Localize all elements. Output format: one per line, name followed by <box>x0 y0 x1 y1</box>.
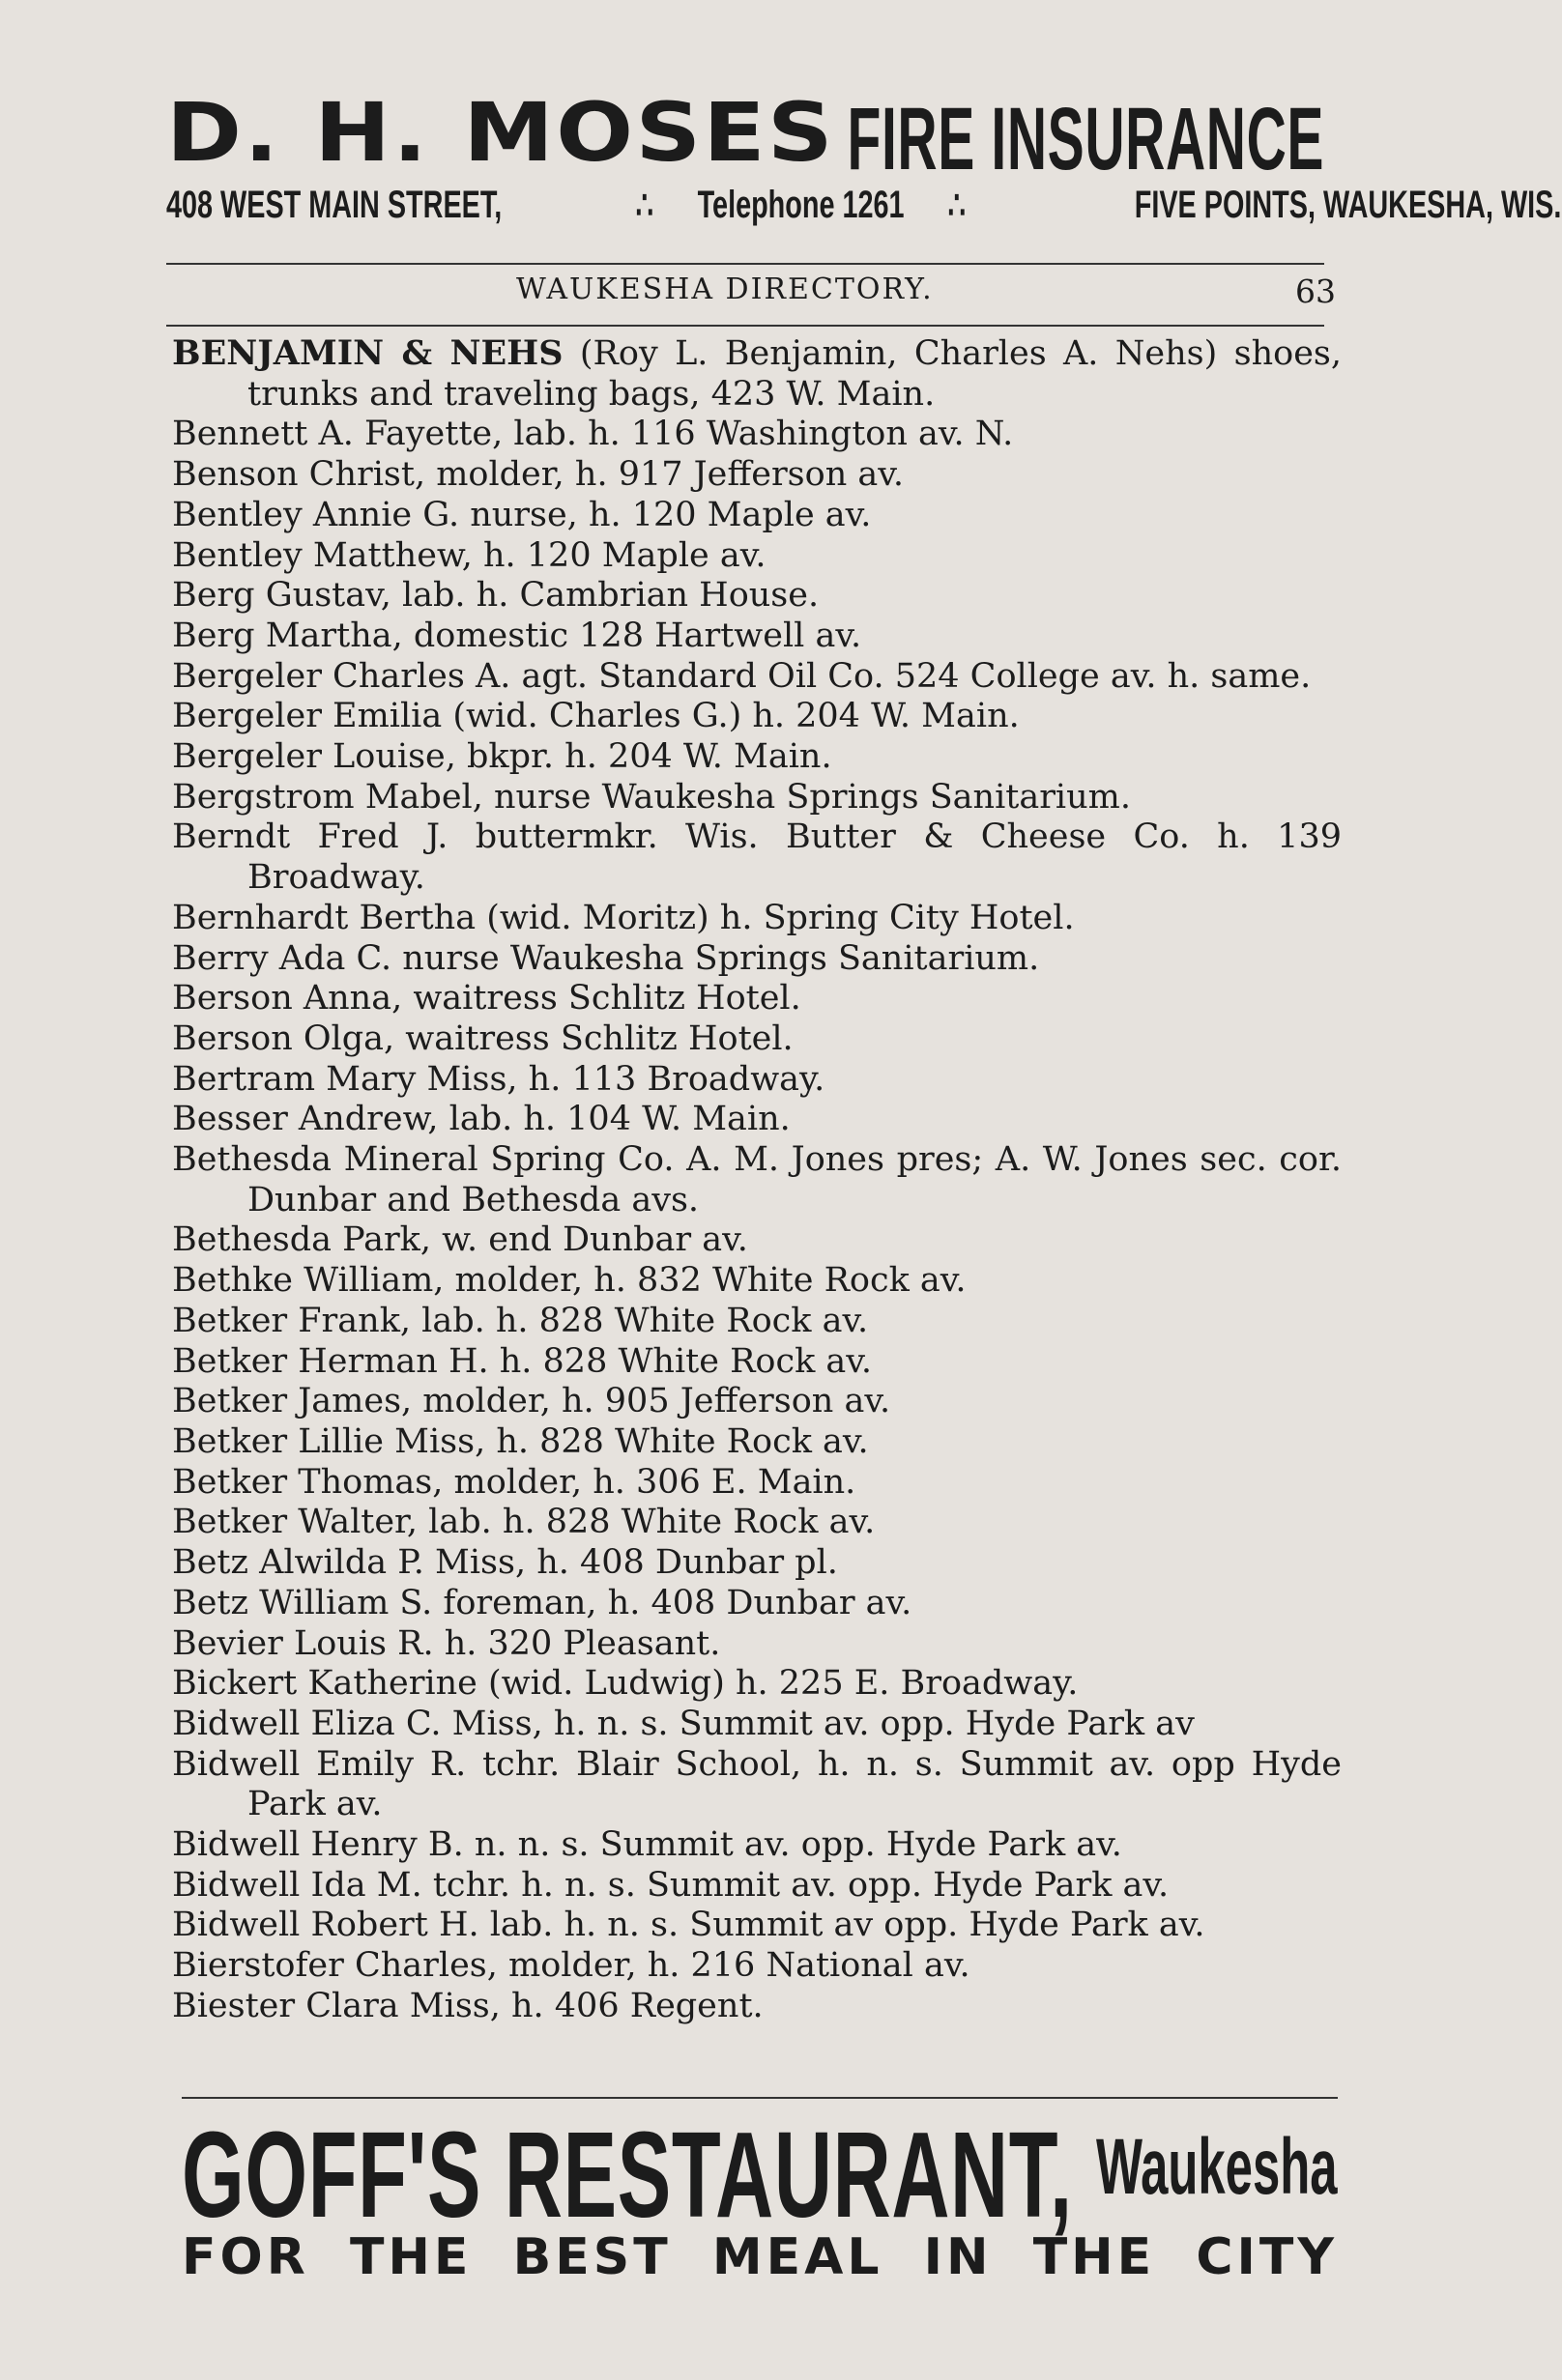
directory-entry <box>172 817 1342 898</box>
bottom-rule <box>182 2097 1338 2099</box>
entry-text: Berg Martha, domestic 128 Hartwell av. <box>172 616 862 655</box>
entry-text: Benson Christ, molder, h. 917 Jefferson av. <box>172 455 904 495</box>
directory-entry <box>172 617 1342 657</box>
advertiser-name: D. H. MOSES <box>166 85 835 180</box>
street-address: 408 WEST MAIN STREET, <box>166 184 503 226</box>
restaurant-city: Waukesha <box>1096 2123 1338 2211</box>
entry-text: Bierstofer Charles, molder, h. 216 National av. <box>172 1946 970 1986</box>
directory-entry <box>172 1342 1342 1383</box>
directory-entry <box>172 1100 1342 1140</box>
directory-entry <box>172 1745 1342 1825</box>
telephone: Telephone 1261 <box>697 184 905 226</box>
directory-entry <box>172 899 1342 939</box>
entry-text: Betz William S. foreman, h. 408 Dunbar av. <box>172 1583 912 1622</box>
entry-text: Betker James, molder, h. 905 Jefferson av. <box>172 1382 891 1421</box>
entry-text: Biester Clara Miss, h. 406 Regent. <box>172 1986 764 2025</box>
directory-entry <box>172 496 1342 536</box>
entry-text: Bickert Katherine (wid. Ludwig) h. 225 E. Broadway. <box>172 1664 1079 1704</box>
entry-text: Bethke William, molder, h. 832 White Rock av. <box>172 1261 967 1301</box>
directory-entry <box>172 697 1342 737</box>
top-rule <box>166 263 1324 265</box>
directory-entry <box>172 536 1342 577</box>
directory-entry <box>172 1302 1342 1342</box>
entry-text: Bidwell Robert H. lab. h. n. s. Summit av opp. Hyde Park av. <box>172 1906 1205 1945</box>
entry-text: Bertram Mary Miss, h. 113 Broadway. <box>172 1059 825 1099</box>
directory-entry <box>172 1825 1342 1866</box>
directory-entry <box>172 657 1342 698</box>
entry-text: Bidwell Eliza C. Miss, h. n. s. Summit av. opp. Hyde Park av <box>172 1704 1195 1743</box>
entry-text: Bergeler Louise, bkpr. h. 204 W. Main. <box>172 737 832 777</box>
directory-entry <box>172 1906 1342 1946</box>
entry-text: Betker Lillie Miss, h. 828 White Rock av. <box>172 1421 869 1461</box>
entry-text: Bennett A. Fayette, lab. h. 116 Washington av. N. <box>172 415 1014 454</box>
directory-entry <box>172 1866 1342 1907</box>
entry-text: Betker Thomas, molder, h. 306 E. Main. <box>172 1462 856 1502</box>
directory-entry <box>172 1463 1342 1504</box>
directory-entry <box>172 1705 1342 1745</box>
directory-entry <box>172 455 1342 496</box>
entry-text: Bethesda Mineral Spring Co. A. M. Jones pres; A. W. Jones sec. cor. Dunbar and Bethesda avs. <box>172 1140 1342 1219</box>
directory-entry <box>172 1543 1342 1584</box>
directory-entry <box>172 576 1342 617</box>
directory-entry <box>172 1382 1342 1422</box>
directory-entries <box>172 333 1342 2027</box>
slogan-word: FOR <box>182 2228 309 2286</box>
slogan-word: MEAL <box>711 2228 883 2286</box>
entry-text: Bentley Matthew, h. 120 Maple av. <box>172 535 767 575</box>
entry-text: Berndt Fred J. buttermkr. Wis. Butter & Cheese Co. h. 139 Broadway. <box>172 817 1342 898</box>
directory-entry <box>172 1220 1342 1261</box>
entry-text: Bergeler Charles A. agt. Standard Oil Co. 524 College av. h. same. <box>172 656 1312 696</box>
slogan-word: BEST <box>512 2228 672 2286</box>
entry-text: Bidwell Henry B. n. n. s. Summit av. opp. Hyde Park av. <box>172 1825 1122 1865</box>
entry-text: (Roy L. Benjamin, Charles A. Nehs) shoes, trunks and traveling bags, 423 W. Main. <box>247 334 1342 414</box>
entry-text: Berson Anna, waitress Schlitz Hotel. <box>172 979 801 1018</box>
directory-entry <box>172 1946 1342 1987</box>
directory-entry <box>172 979 1342 1019</box>
restaurant-slogan <box>182 2228 1338 2286</box>
entry-text: Bethesda Park, w. end Dunbar av. <box>172 1220 748 1260</box>
top-advertisement <box>166 85 1562 227</box>
separator-dots: ∴ <box>635 185 654 227</box>
entry-text: Berg Gustav, lab. h. Cambrian House. <box>172 576 820 616</box>
advertiser-business: FIRE INSURANCE <box>847 90 1324 188</box>
slogan-word: CITY <box>1196 2228 1338 2286</box>
slogan-word: THE <box>1032 2228 1156 2286</box>
directory-entry <box>172 1987 1342 2027</box>
entry-text: Betz Alwilda P. Miss, h. 408 Dunbar pl. <box>172 1543 838 1583</box>
directory-entry <box>172 415 1342 455</box>
entry-text: Berson Olga, waitress Schlitz Hotel. <box>172 1018 794 1058</box>
directory-entry <box>172 939 1342 980</box>
entry-text: Berry Ada C. nurse Waukesha Springs Sanitarium. <box>172 938 1040 978</box>
directory-entry <box>172 1019 1342 1060</box>
directory-entry <box>172 737 1342 778</box>
advertiser-address-line <box>166 184 1562 228</box>
directory-entry <box>172 333 1342 415</box>
entry-text: Betker Frank, lab. h. 828 White Rock av. <box>172 1301 869 1340</box>
separator-dots: ∴ <box>947 185 966 227</box>
entry-firm-name: BENJAMIN & NEHS <box>172 333 564 373</box>
entry-text: Bernhardt Bertha (wid. Moritz) h. Spring City Hotel. <box>172 898 1075 937</box>
directory-entry <box>172 1422 1342 1463</box>
directory-entry <box>172 1664 1342 1705</box>
slogan-word: IN <box>923 2228 993 2286</box>
entry-text: Bidwell Emily R. tchr. Blair School, h. n. s. Summit av. opp Hyde Park av. <box>172 1744 1342 1824</box>
location: FIVE POINTS, WAUKESHA, WIS. <box>1135 184 1562 226</box>
directory-entry <box>172 1624 1342 1665</box>
entry-text: Besser Andrew, lab. h. 104 W. Main. <box>172 1100 791 1139</box>
directory-entry <box>172 1060 1342 1101</box>
header-rule <box>166 325 1324 327</box>
page-number: 63 <box>1295 272 1336 310</box>
entry-text: Bentley Annie G. nurse, h. 120 Maple av. <box>172 495 872 534</box>
directory-entry <box>172 1584 1342 1624</box>
directory-entry <box>172 778 1342 818</box>
directory-entry <box>172 1503 1342 1543</box>
directory-entry <box>172 1261 1342 1302</box>
entry-text: Betker Herman H. h. 828 White Rock av. <box>172 1341 873 1381</box>
entry-text: Bidwell Ida M. tchr. h. n. s. Summit av. opp. Hyde Park av. <box>172 1865 1170 1905</box>
entry-text: Bergstrom Mabel, nurse Waukesha Springs Sanitarium. <box>172 777 1131 817</box>
restaurant-name: GOFF'S RESTAURANT, <box>182 2107 1073 2243</box>
entry-text: Bevier Louis R. h. 320 Pleasant. <box>172 1623 721 1663</box>
slogan-word: THE <box>349 2228 473 2286</box>
directory-title: WAUKESHA DIRECTORY. <box>516 272 934 306</box>
entry-text: Bergeler Emilia (wid. Charles G.) h. 204 W. Main. <box>172 697 1020 736</box>
directory-entry <box>172 1140 1342 1220</box>
entry-text: Betker Walter, lab. h. 828 White Rock av. <box>172 1503 876 1542</box>
